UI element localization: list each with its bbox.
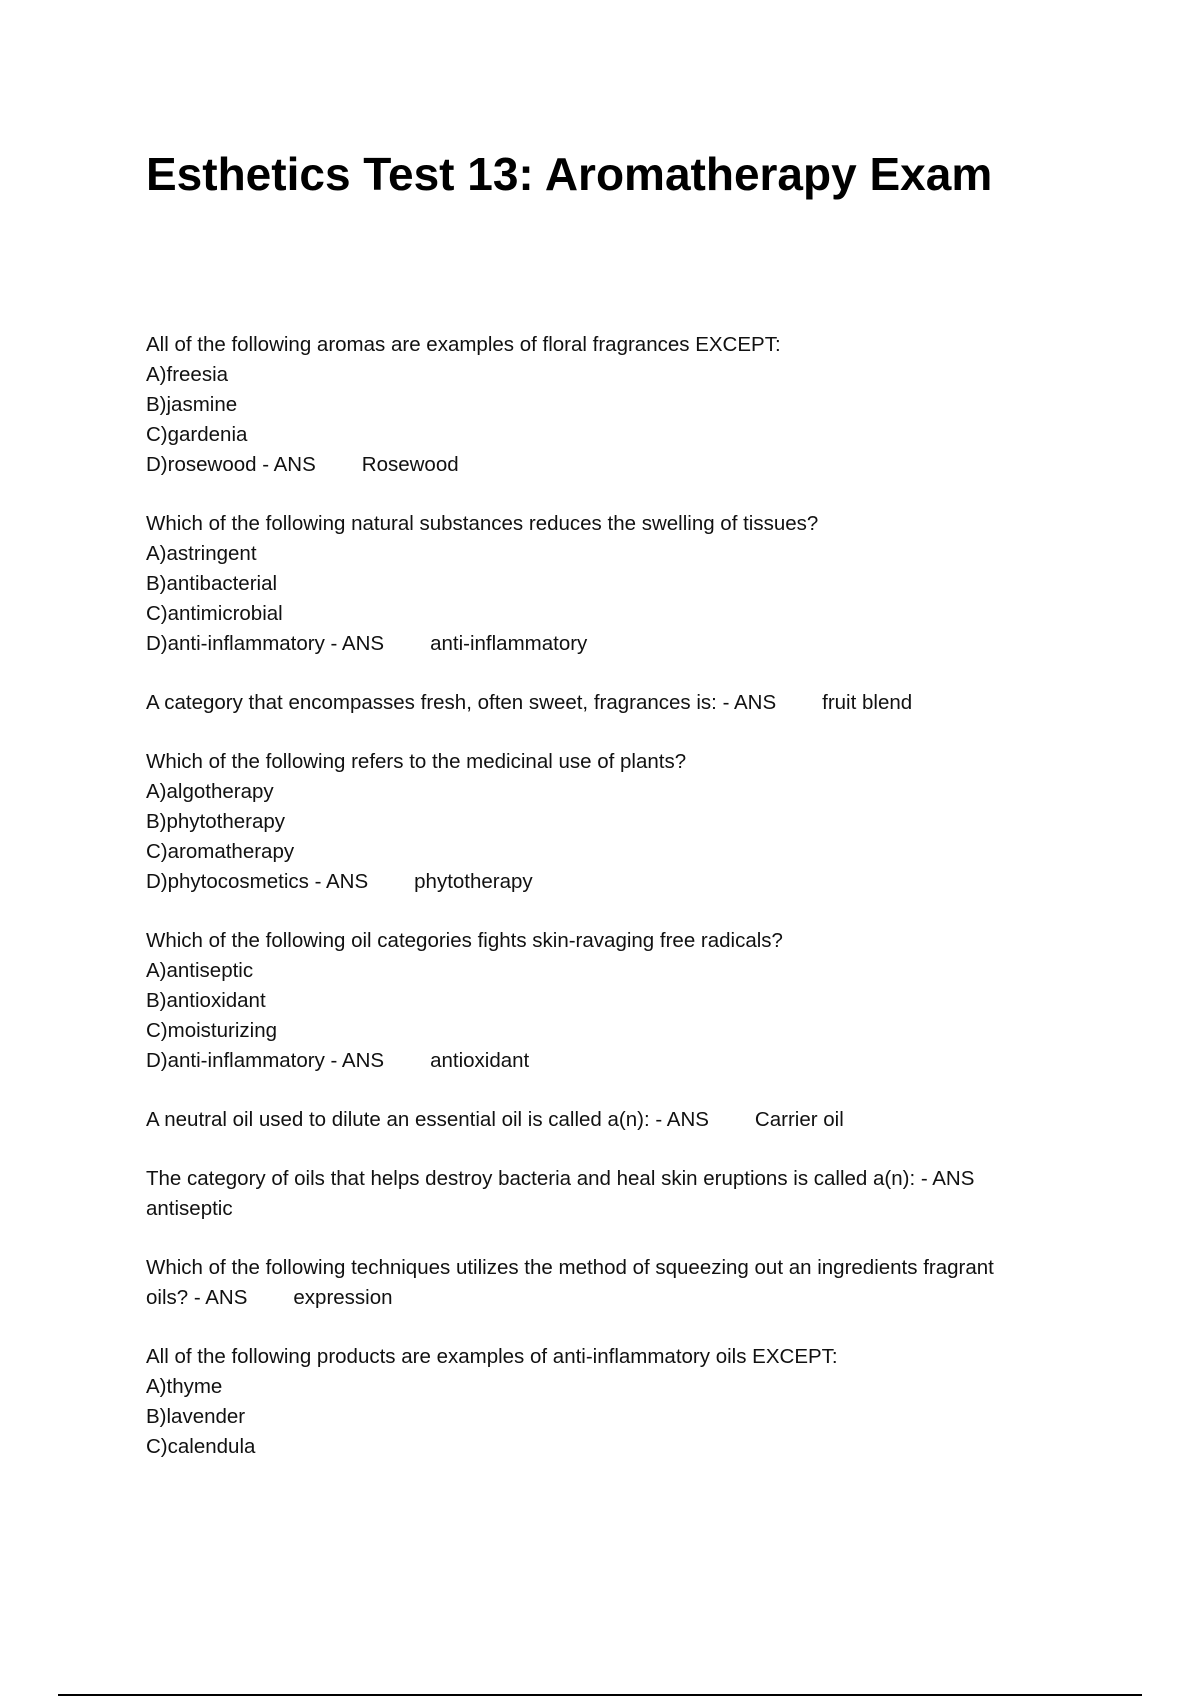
question-with-answer (146, 688, 1076, 718)
answer: phytotherapy (414, 870, 533, 893)
option-with-answer (146, 629, 1076, 659)
question-text-continued: oils? - ANS (146, 1286, 248, 1309)
option: A)thyme (146, 1375, 223, 1398)
question-text: All of the following aromas are examples of floral fragrances EXCEPT: (146, 333, 781, 356)
question-with-answer (146, 1105, 1076, 1135)
question-text: All of the following products are examples of anti-inflammatory oils EXCEPT: (146, 1345, 838, 1368)
answer: fruit blend (822, 691, 913, 714)
question-block (146, 926, 1076, 1076)
option: D)rosewood - ANS (146, 453, 316, 476)
option: A)algotherapy (146, 780, 274, 803)
option: B)antibacterial (146, 572, 278, 595)
page-title: Esthetics Test 13: Aromatherapy Exam (146, 148, 993, 200)
option: D)phytocosmetics - ANS (146, 870, 369, 893)
option: B)jasmine (146, 393, 238, 416)
question-block (146, 747, 1076, 897)
option: B)lavender (146, 1405, 246, 1428)
question-text: Which of the following natural substances reduces the swelling of tissues? (146, 512, 819, 535)
option-with-answer (146, 1046, 1076, 1076)
question-text: Which of the following refers to the medicinal use of plants? (146, 750, 687, 773)
question-with-answer (146, 1283, 1076, 1313)
option-with-answer (146, 450, 1076, 480)
answer: antiseptic (146, 1197, 233, 1220)
answer: Rosewood (361, 453, 459, 476)
question-block (146, 509, 1076, 659)
page-bottom-rule (58, 1694, 1142, 1696)
option: D)anti-inflammatory - ANS (146, 1049, 385, 1072)
question-block (146, 1164, 1076, 1224)
option: A)antiseptic (146, 959, 254, 982)
question-text: Which of the following techniques utilizes the method of squeezing out an ingredients fragrant (146, 1256, 994, 1279)
question-text: A category that encompasses fresh, often sweet, fragrances is: - ANS (146, 691, 777, 714)
answer: Carrier oil (754, 1108, 844, 1131)
question-text: A neutral oil used to dilute an essential oil is called a(n): - ANS (146, 1108, 709, 1131)
question-text: The category of oils that helps destroy bacteria and heal skin eruptions is called a(n): - ANS (146, 1167, 975, 1190)
question-block (146, 330, 1076, 480)
option: C)aromatherapy (146, 840, 295, 863)
question-block (146, 688, 1076, 718)
option: A)freesia (146, 363, 229, 386)
answer: anti-inflammatory (430, 632, 588, 655)
option: C)calendula (146, 1435, 256, 1458)
option: D)anti-inflammatory - ANS (146, 632, 385, 655)
question-block (146, 1105, 1076, 1135)
option-with-answer (146, 867, 1076, 897)
option: C)antimicrobial (146, 602, 283, 625)
option: C)gardenia (146, 423, 248, 446)
question-block (146, 1253, 1076, 1313)
answer: antioxidant (430, 1049, 530, 1072)
answer: expression (293, 1286, 393, 1309)
question-text: Which of the following oil categories fights skin-ravaging free radicals? (146, 929, 783, 952)
option: A)astringent (146, 542, 257, 565)
option: B)antioxidant (146, 989, 266, 1012)
option: B)phytotherapy (146, 810, 286, 833)
question-list (146, 330, 1076, 1491)
option: C)moisturizing (146, 1019, 277, 1042)
question-block (146, 1342, 1076, 1462)
